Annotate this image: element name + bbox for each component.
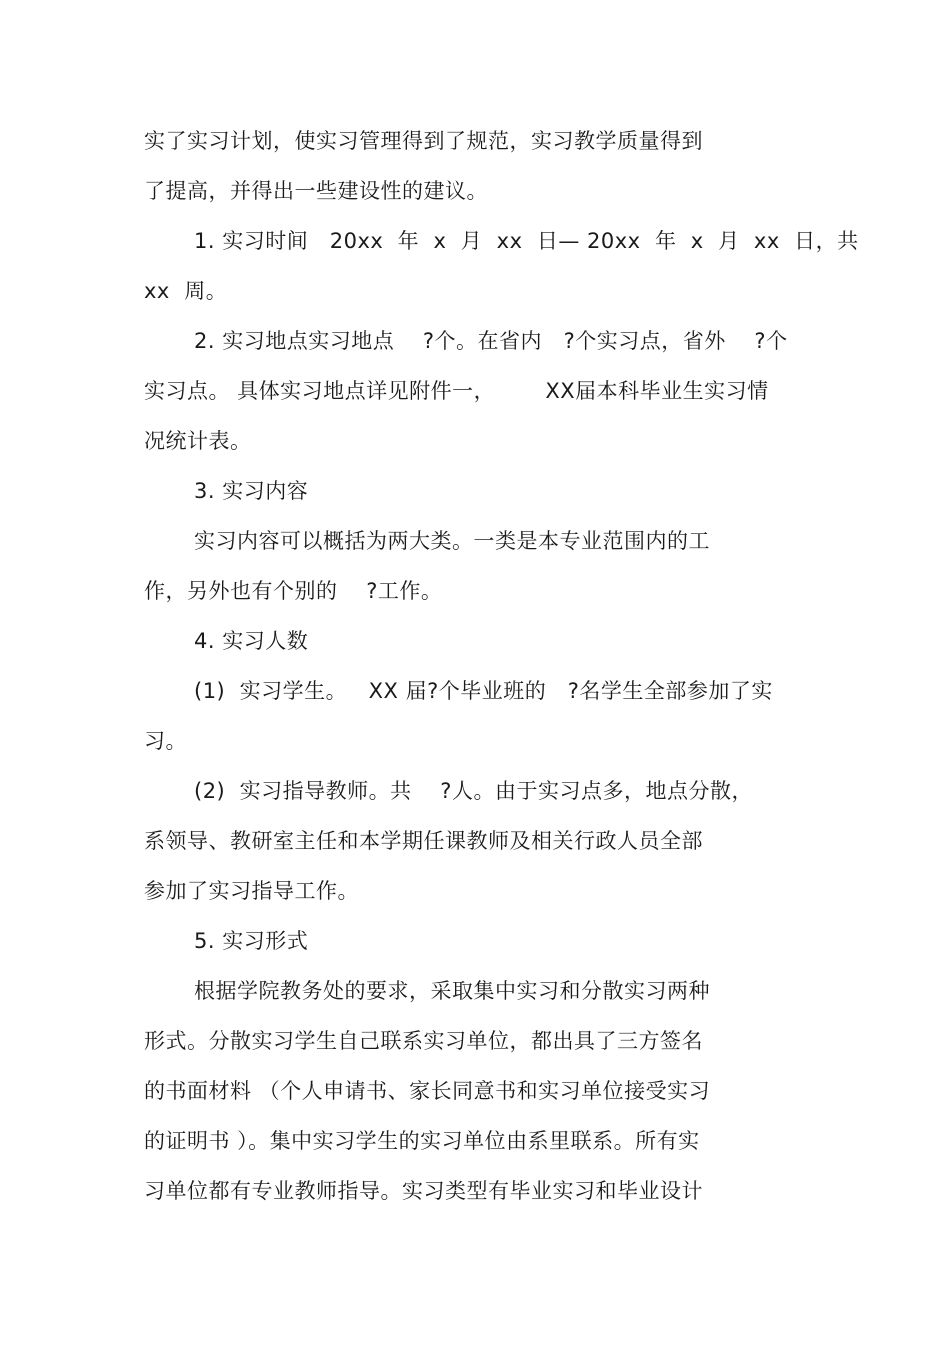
paragraph-line: 习。: [144, 729, 187, 753]
section-item-internship-time: 1. 实习时间 20xx 年 x 月 xx 日— 20xx 年 x 月 xx 日，共: [194, 229, 859, 253]
paragraph-line: 参加了实习指导工作。: [144, 879, 359, 903]
paragraph-line: 了提高，并得出一些建设性的建议。: [144, 179, 488, 203]
section-heading-internship-form: 5. 实习形式: [194, 929, 309, 953]
paragraph-line: 系领导、教研室主任和本学期任课教师及相关行政人员全部: [144, 829, 703, 853]
paragraph-line: 的书面材料 （个人申请书、家长同意书和实习单位接受实习: [144, 1079, 711, 1103]
paragraph-line: xx 周。: [144, 279, 228, 303]
list-item-students: (1) 实习学生。 XX 届?个毕业班的 ?名学生全部参加了实: [194, 679, 773, 703]
paragraph-line: 作，另外也有个别的 ?工作。: [144, 579, 443, 603]
section-heading-internship-headcount: 4. 实习人数: [194, 629, 309, 653]
paragraph-line: 实习点。 具体实习地点详见附件一， XX届本科毕业生实习情: [144, 379, 769, 403]
paragraph-line: 形式。分散实习学生自己联系实习单位，都出具了三方签名: [144, 1029, 703, 1053]
paragraph-line: 况统计表。: [144, 429, 252, 453]
section-item-internship-location: 2. 实习地点实习地点 ?个。在省内 ?个实习点，省外 ?个: [194, 329, 788, 353]
paragraph-line: 习单位都有专业教师指导。实习类型有毕业实习和毕业设计: [144, 1179, 703, 1203]
paragraph-line: 的证明书 ）。集中实习学生的实习单位由系里联系。所有实: [144, 1129, 700, 1153]
paragraph-line: 实习内容可以概括为两大类。一类是本专业范围内的工: [194, 529, 710, 553]
paragraph-line: 实了实习计划，使实习管理得到了规范，实习教学质量得到: [144, 129, 703, 153]
section-heading-internship-content: 3. 实习内容: [194, 479, 309, 503]
paragraph-line: 根据学院教务处的要求，采取集中实习和分散实习两种: [194, 979, 710, 1003]
list-item-instructors: (2) 实习指导教师。共 ?人。由于实习点多，地点分散，: [194, 779, 753, 803]
